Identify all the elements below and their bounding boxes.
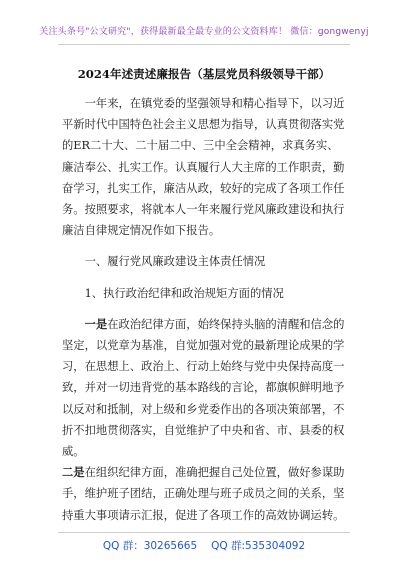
- header-divider: [58, 44, 350, 45]
- header-note: 关注头条号"公文研究"，获得最新最全最专业的公文资料库！ 微信：gongwenyj: [39, 27, 369, 37]
- document-body: [62, 93, 348, 526]
- section-heading: 一、履行党风廉政建设主体责任情况: [84, 255, 266, 269]
- footer-qq-group-2: QQ 群:535304092: [211, 540, 306, 552]
- item-1-lead: 一是: [84, 316, 108, 331]
- item-1-paragraph: [62, 314, 348, 462]
- item-2-paragraph: [62, 462, 348, 526]
- item-2-text: 在组织纪律方面，准确把握自己处位置，做好参谋助手，维护班子团结，正确处理与班子成员之间的关系，坚持重大事项请示汇报，促进了各项工作的高效协调运转。: [62, 466, 345, 522]
- intro-paragraph: 一年来，在镇党委的坚强领导和精心指导下，以习近平新时代中国特色社会主义思想为指导，认真贯彻落实党的ER二十大、二十届二中、三中全会精神，求真务实、廉洁奉公、扎实工作。认真履行人大主席的工作职责，勤奋学习，扎实工作，廉洁从政，较好的完成了各项工作任务。按照要求，将就本人一年来履行党风廉政建设和执行廉洁自律规定情况作如下报告。: [62, 97, 345, 238]
- item-2-lead: 二是: [62, 465, 85, 480]
- page-title: 2024年述责述廉报告（基层党员科级领导干部）: [77, 67, 331, 81]
- footer-qq-group-1: QQ 群：30265665: [102, 540, 198, 552]
- subsection-heading: 1、执行政治纪律和政治规矩方面的情况: [84, 286, 284, 300]
- footer-divider: [58, 532, 350, 533]
- item-1-text: 在政治纪律方面，始终保持头脑的清醒和信念的坚定，以党章为基准，自觉加强对党的最新理论成果的学习，在思想上、政治上、行动上始终与党中央保持高度一致，并对一切违背党的基本路线的言论，都旗帜鲜明地予以反对和抵制，对上级和乡党委作出的各项决策部署，不折不扣地贯彻落实，自觉维护了中央和省、市、县委的权威。: [62, 317, 345, 459]
- footer: [0, 538, 408, 553]
